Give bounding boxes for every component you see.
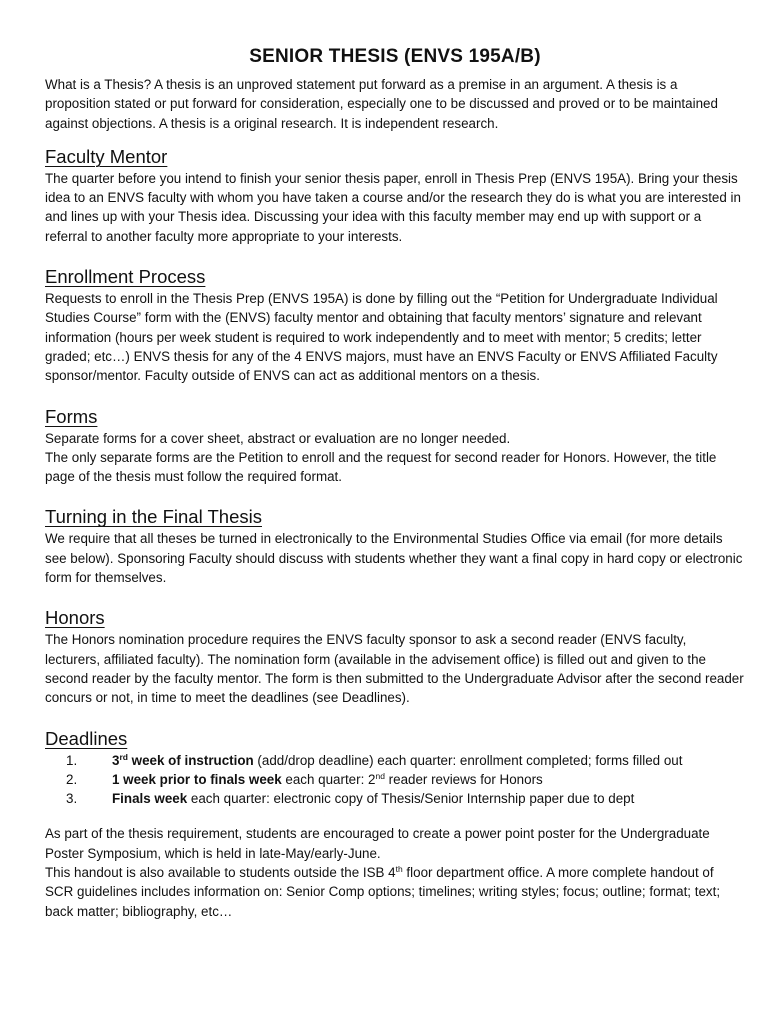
deadline-number: 2.: [66, 771, 78, 787]
enrollment-body: Requests to enroll in the Thesis Prep (ENVS 195A) is done by filling out the “Petition for Undergraduate Individual Studies Course” form with the (ENVS) faculty mentor and obtaining that faculty mentors’ signature and relevant information (hours per week student is required to work independently and to meet with mentor; 5 credits; letter graded; etc…) ENVS thesis for any of the 4 ENVS majors, must have an ENVS Faculty or ENVS Affiliated Faculty sponsor/mentor. Faculty outside of ENVS can act as additional mentors on a thesis.: [45, 291, 718, 384]
deadline-text: each quarter: electronic copy of Thesis/Senior Internship paper due to dept: [187, 791, 635, 807]
deadline-bold-label: Finals week: [112, 791, 188, 807]
faculty-mentor-section: [45, 146, 745, 246]
deadlines-section: [45, 728, 745, 809]
closing-line-1: As part of the thesis requirement, students are encouraged to create a power point poster for the Undergraduate Poster Symposium, which is held in late-May/early-June.: [45, 826, 710, 861]
forms-line-2: The only separate forms are the Petition to enroll and the request for second reader for Honors. However, the title page of the thesis must follow the required format.: [45, 449, 717, 485]
faculty-mentor-body: The quarter before you intend to finish your senior thesis paper, enroll in Thesis Prep (ENVS 195A). Bring your thesis idea to an ENVS faculty with whom you have taken a course and/or the research they do is what you are interested in and lines up with your Thesis idea. Discussing your idea with this faculty member may end up with support or a referral to another faculty more appropriate to your interests.: [45, 170, 741, 244]
document-page: [45, 44, 745, 921]
honors-heading: Honors: [45, 607, 105, 629]
forms-line-1: Separate forms for a cover sheet, abstract or evaluation are no longer needed.: [45, 430, 511, 446]
document-title: SENIOR THESIS (ENVS 195A/B): [249, 46, 541, 67]
final-thesis-heading: Turning in the Final Thesis: [45, 506, 262, 528]
final-thesis-section: [45, 506, 745, 587]
deadline-bold-label: 1 week prior to finals week: [112, 771, 282, 787]
closing-section: [45, 824, 745, 920]
final-thesis-body: We require that all theses be turned in electronically to the Environmental Studies Office via email (for more details see below). Sponsoring Faculty should discuss with students whether they want a final copy in hard copy or electronic form for themselves.: [45, 531, 743, 586]
enrollment-section: [45, 266, 745, 385]
faculty-mentor-heading: Faculty Mentor: [45, 145, 168, 167]
deadlines-list: [45, 751, 745, 809]
forms-section: [45, 406, 745, 487]
deadline-text: each quarter: 2nd reader reviews for Honors: [281, 770, 543, 787]
forms-heading: Forms: [45, 405, 98, 427]
deadline-number: 1.: [66, 752, 78, 768]
honors-body: The Honors nomination procedure requires the ENVS faculty sponsor to ask a second reader (ENVS faculty, lecturers, affiliated faculty). The nomination form (available in the advisement office) is filled out and given to the second reader by the faculty mentor. The form is then submitted to the Undergraduate Advisor after the second reader concurs or not, in time to meet the deadlines (see Deadlines).: [45, 632, 744, 706]
closing-line-2: This handout is also available to students outside the ISB 4th floor department office. A more complete handout of SCR guidelines includes information on: Senior Comp options; timelines; writing styles; focus; outline; format; text; back matter; bibliography, etc…: [45, 864, 721, 919]
deadlines-heading: Deadlines: [45, 727, 128, 749]
deadline-item: [45, 751, 745, 770]
deadline-text: (add/drop deadline) each quarter: enrollment completed; forms filled out: [253, 752, 683, 768]
enrollment-heading: Enrollment Process: [45, 266, 206, 288]
intro-paragraph: What is a Thesis? A thesis is an unproved statement put forward as a premise in an argument. A thesis is a proposition stated or put forward for consideration, especially one to be discussed and proved or to be maintained against objections. A thesis is a original research. It is independent research.: [45, 77, 718, 131]
deadline-item: [45, 770, 745, 789]
deadline-item: [45, 789, 745, 808]
deadline-bold-label: 3rd week of instruction: [112, 751, 254, 768]
honors-section: [45, 607, 745, 707]
deadline-number: 3.: [66, 791, 78, 807]
